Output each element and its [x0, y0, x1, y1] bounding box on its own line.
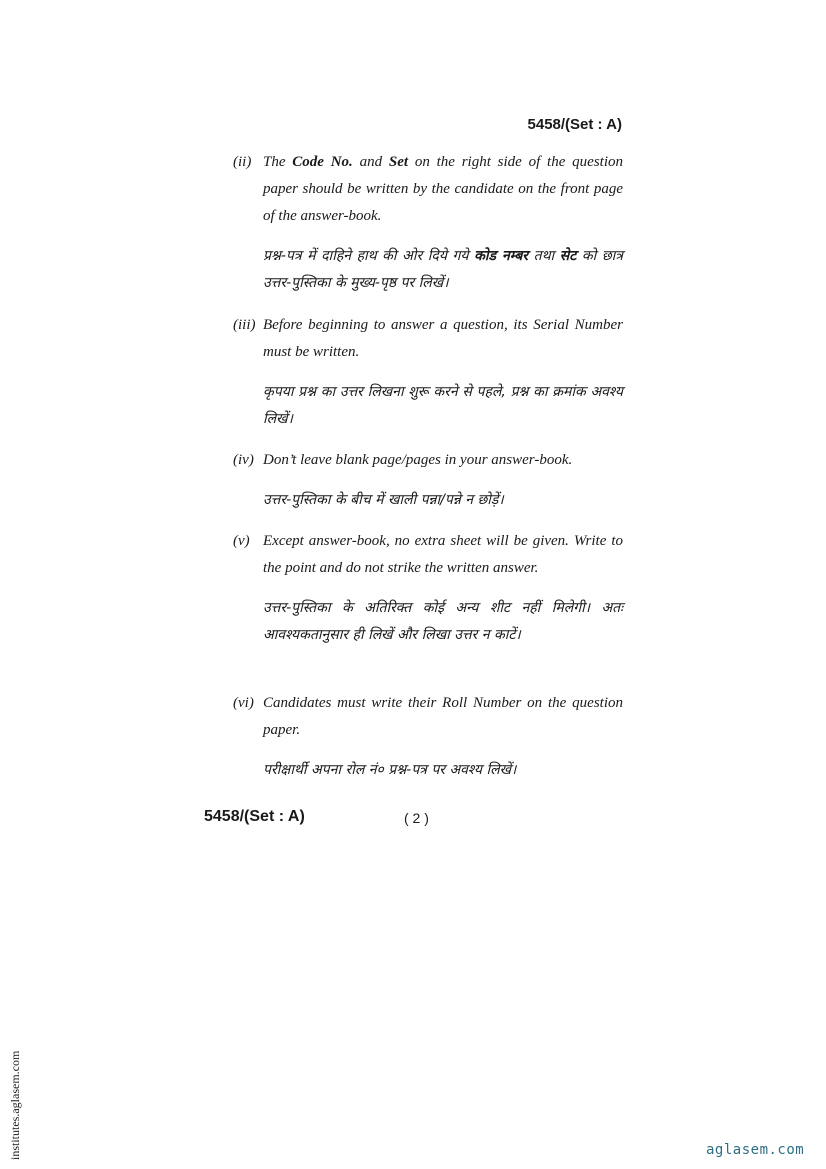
corner-watermark: aglasem.com: [706, 1142, 805, 1158]
instruction-english: Don’t leave blank page/pages in your answer-book.: [263, 452, 573, 468]
set-emphasis: Set: [388, 154, 409, 170]
code-no-emphasis: Code No.: [292, 154, 353, 170]
instruction-hindi: कृपया प्रश्न का उत्तर लिखना शुरू करने से पहले, प्रश्न का क्रमांक अवश्य लिखें।: [263, 384, 623, 427]
instruction-english: Before beginning to answer a question, its Serial Number must be written.: [263, 317, 623, 360]
side-watermark: institutes.aglasem.com: [8, 1050, 22, 1160]
instruction-english: Except answer-book, no extra sheet will be given. Write to the point and do not strike the written answer.: [263, 533, 623, 576]
instruction-number: (iii): [233, 317, 256, 333]
instruction-number: (ii): [233, 154, 252, 170]
instruction-item-iv: [233, 447, 623, 514]
instruction-hindi: उत्तर-पुस्तिका के बीच में खाली पन्ना/पन्ने न छोड़ें।: [263, 492, 504, 508]
instruction-number: (vi): [233, 695, 254, 711]
instruction-english: The Code No. and Set on the right side of the question paper should be written by the candidate on the front page of the answer-book.: [263, 154, 623, 224]
instruction-number: (iv): [233, 452, 254, 468]
instruction-item-ii: [233, 149, 623, 297]
instruction-number: (v): [233, 533, 250, 549]
page-number: ( 2 ): [404, 810, 429, 826]
header-paper-code: 5458/(Set : A): [527, 116, 622, 133]
instruction-item-vi: [233, 690, 623, 784]
instruction-hindi: उत्तर-पुस्तिका के अतिरिक्त कोई अन्य शीट नहीं मिलेगी। अतः आवश्यकतानुसार ही लिखें और लिखा उत्तर न काटें।: [263, 600, 623, 643]
footer-paper-code: 5458/(Set : A): [204, 808, 305, 825]
instruction-english: Candidates must write their Roll Number on the question paper.: [263, 695, 623, 738]
instruction-item-iii: [233, 312, 623, 433]
instruction-hindi: प्रश्न-पत्र में दाहिने हाथ की ओर दिये गये कोड नम्बर तथा सेट को छात्र उत्तर-पुस्तिका के मुख्य-पृष्ठ पर लिखें।: [263, 248, 624, 291]
instruction-item-v: [233, 528, 623, 649]
instruction-hindi: परीक्षार्थी अपना रोल नं० प्रश्न-पत्र पर अवश्य लिखें।: [263, 762, 517, 778]
